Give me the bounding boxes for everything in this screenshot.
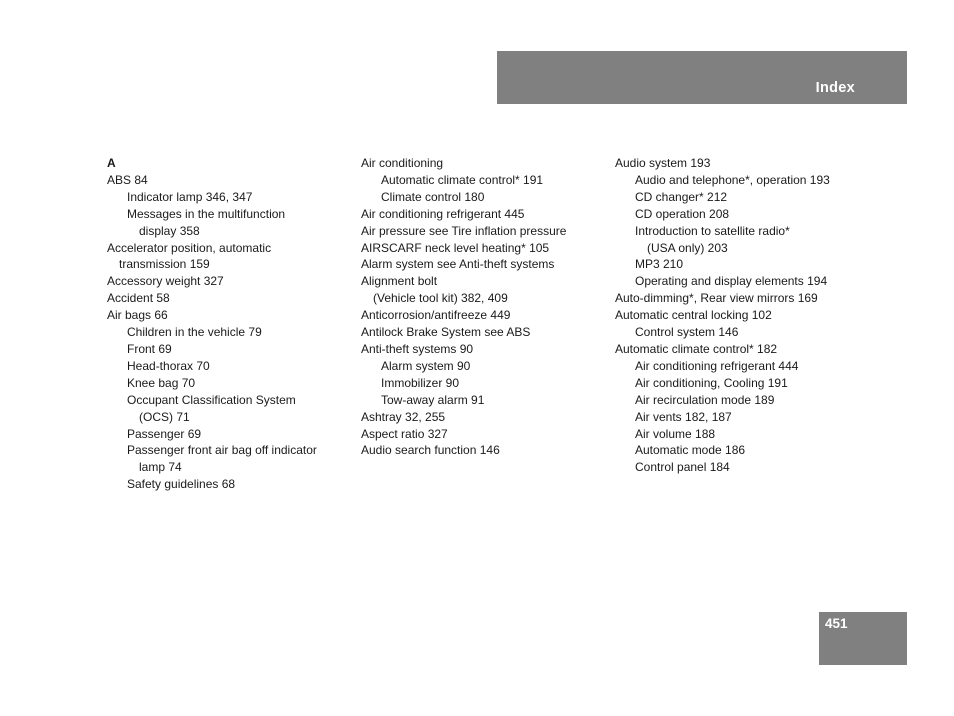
index-entry: ABS 84 <box>107 172 148 187</box>
index-entry: Anti-theft systems 90 <box>361 341 474 356</box>
index-entry: Occupant Classification System <box>127 392 296 407</box>
index-entry: Audio and telephone*, operation 193 <box>635 172 830 187</box>
index-entry: display 358 <box>139 223 200 238</box>
index-entry: Audio system 193 <box>615 156 711 170</box>
index-entry: Air vents 182, 187 <box>635 409 732 424</box>
index-entry: Operating and display elements 194 <box>635 274 828 289</box>
index-entry: Automatic mode 186 <box>635 443 746 458</box>
index-entry: Front 69 <box>127 341 172 356</box>
index-entry: Messages in the multifunction <box>127 206 286 221</box>
index-column-3 <box>615 155 875 476</box>
index-letter-heading: A <box>107 156 116 170</box>
index-entry: (Vehicle tool kit) 382, 409 <box>373 291 508 306</box>
index-entry: Air volume 188 <box>635 426 716 441</box>
index-entry: MP3 210 <box>635 257 684 272</box>
index-column-1 <box>107 155 352 493</box>
index-entry: CD changer* 212 <box>635 189 728 204</box>
index-entry: Air conditioning, Cooling 191 <box>635 375 788 390</box>
index-column-2 <box>361 155 606 459</box>
index-entry: Control system 146 <box>635 325 739 340</box>
index-entry: Passenger 69 <box>127 426 202 441</box>
index-entry: Automatic climate control* 191 <box>381 172 544 187</box>
index-entry: Safety guidelines 68 <box>127 477 236 492</box>
index-entry: Anticorrosion/antifreeze 449 <box>361 308 511 323</box>
index-header-bar <box>497 51 907 104</box>
page-title: Index <box>815 80 855 96</box>
index-entry: Air bags 66 <box>107 308 168 323</box>
index-entry: Air recirculation mode 189 <box>635 392 775 407</box>
index-entry: Alarm system see Anti-theft systems <box>361 257 555 272</box>
index-entry: Alarm system 90 <box>381 358 471 373</box>
page-number: 451 <box>825 616 848 631</box>
index-entry: Antilock Brake System see ABS <box>361 325 531 340</box>
index-entry: Air conditioning <box>361 156 444 170</box>
index-entry: Alignment bolt <box>361 274 438 289</box>
index-entry: AIRSCARF neck level heating* 105 <box>361 240 550 255</box>
index-entry: transmission 159 <box>119 257 210 272</box>
index-entry: Control panel 184 <box>635 460 730 475</box>
index-entry: Climate control 180 <box>381 189 485 204</box>
index-entry: Knee bag 70 <box>127 375 196 390</box>
index-entry: Ashtray 32, 255 <box>361 409 446 424</box>
index-entry: Immobilizer 90 <box>381 375 460 390</box>
index-entry: Air pressure see Tire inflation pressure <box>361 223 567 238</box>
index-entry: (OCS) 71 <box>139 409 190 424</box>
index-entry: Aspect ratio 327 <box>361 426 448 441</box>
index-entry: Children in the vehicle 79 <box>127 325 262 340</box>
index-entry: lamp 74 <box>139 460 182 475</box>
index-entry: Introduction to satellite radio* <box>635 223 790 238</box>
index-entry: Head-thorax 70 <box>127 358 210 373</box>
index-entry: Automatic central locking 102 <box>615 308 772 323</box>
index-entry: Accessory weight 327 <box>107 274 224 289</box>
page-number-box <box>819 612 907 665</box>
index-entry: Air conditioning refrigerant 444 <box>635 358 799 373</box>
index-entry: CD operation 208 <box>635 206 730 221</box>
index-entry: (USA only) 203 <box>647 240 728 255</box>
index-entry: Auto-dimming*, Rear view mirrors 169 <box>615 291 818 306</box>
index-entry: Air conditioning refrigerant 445 <box>361 206 525 221</box>
index-entry: Tow-away alarm 91 <box>381 392 485 407</box>
index-entry: Automatic climate control* 182 <box>615 341 778 356</box>
index-entry: Indicator lamp 346, 347 <box>127 189 253 204</box>
index-entry: Passenger front air bag off indicator <box>127 443 317 458</box>
index-entry: Accident 58 <box>107 291 170 306</box>
index-entry: Accelerator position, automatic <box>107 240 272 255</box>
index-entry: Audio search function 146 <box>361 443 500 458</box>
